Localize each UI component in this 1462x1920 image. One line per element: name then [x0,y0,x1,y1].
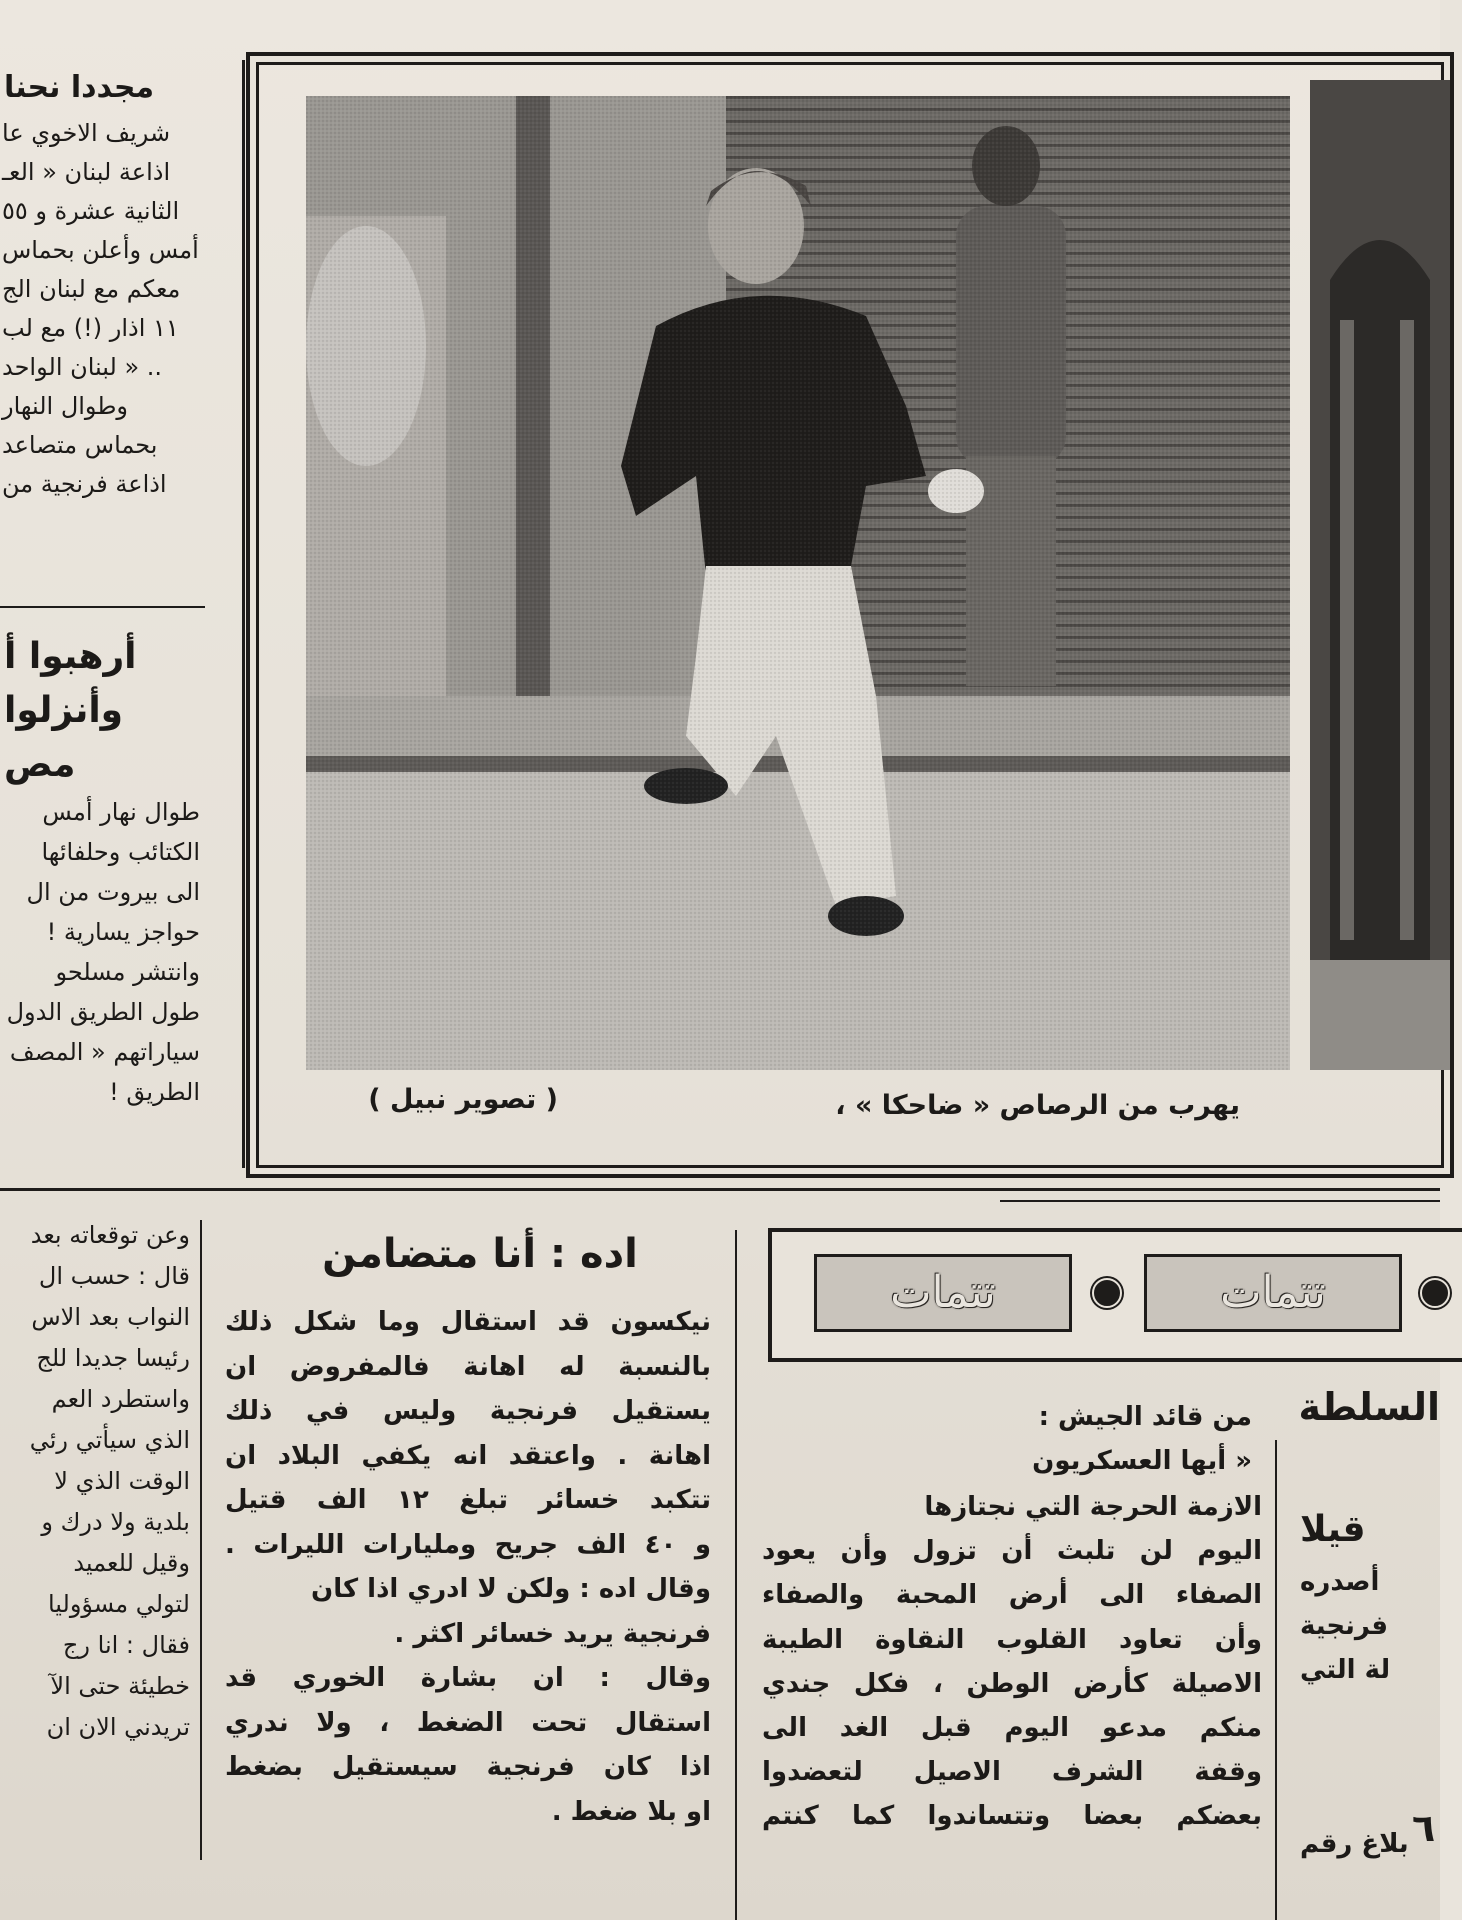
left-line: الوقت الذي لا [54,1467,190,1495]
left-divider-1 [0,606,205,608]
far-right-number: ٦ [1412,1806,1436,1850]
side-photo [1310,80,1450,1070]
left-line: معكم مع لبنان الج [2,275,181,303]
left-line: اذاعة لبنان « العـ [2,158,171,186]
article-line: و ٤٠ الف جريح ومليارات الليرات . [225,1529,711,1560]
far-right-line: فرنجية [1300,1611,1389,1641]
article-line: الازمة الحرجة التي نجتازها [924,1492,1262,1522]
article-line: اذا كان فرنجية سيستقيل بضغط [225,1752,711,1782]
left-line: أمس وأعلن بحماس [2,236,199,264]
left-line: واستطرد العم [51,1385,190,1413]
banner-label-1: تتمات [814,1254,1072,1332]
far-right-line: أصدره [1300,1567,1380,1597]
banner-label-2: تتمات [1144,1254,1402,1332]
left-line: سياراتهم « المصف [9,1038,200,1066]
left-line: الى بيروت من ال [26,878,200,906]
article-line: يستقيل فرنجية وليس في ذلك [225,1396,711,1426]
army-chief-intro [762,1395,1252,1495]
article-body-edde [225,1300,711,1900]
article-line: وقفة الشرف الاصيل لتعضدوا [762,1757,1262,1788]
left-line: وعن توقعاته بعد [30,1221,190,1249]
left-headline-mid-1: أرهبوا أ [4,636,137,677]
left-line: اذاعة فرنجية من [2,470,167,498]
left-line: خطيئة حتى الآ [50,1672,190,1700]
article-line: وقال اده : ولكن لا ادري اذا كان [311,1574,711,1604]
left-line: حواجز يسارية ! [46,918,200,946]
left-line: بلدية ولا درك و [41,1508,190,1536]
intro-line: « أيها العسكريون [1032,1446,1252,1476]
left-column-rule [242,60,245,1168]
photo-running-man-illustration [306,96,1290,1070]
far-right-article [1300,1500,1440,1920]
left-headline-top: مجددا نحنا [4,70,155,105]
banner-dot [1092,1278,1122,1308]
left-line: وانتشر مسلحو [55,958,200,986]
left-line: وقيل للعميد [73,1549,190,1577]
right-column-rule [1275,1440,1277,1920]
left-headline-mid-2: وأنزلوا مص [4,690,124,785]
article-line: استقال تحت الضغط ، ولا ندري [225,1707,711,1738]
article-line: وأن تعاود القلوب النقاوة الطيبة [762,1624,1262,1655]
article-line: تتكبد خسائر تبلغ ١٢ الف قتيل [225,1485,711,1515]
left-line: طول الطريق الدول [6,998,200,1026]
left-line: النواب بعد الاس [31,1303,190,1331]
news-photo [306,96,1290,1070]
left-line: تريدني الان ان [46,1713,190,1741]
left-line: لبنان الواحد » .. [2,353,163,381]
photo-caption: يهرب من الرصاص « ضاحكا » ، [835,1090,1240,1121]
article-line: بعضكم بعضا وتتساندوا كما كنتم [762,1801,1262,1832]
left-line: الكتائب وحلفائها [41,838,200,866]
middle-right-rule [735,1230,737,1920]
left-line: لتولي مسؤوليا [47,1590,190,1618]
bottom-left-rule [200,1220,202,1860]
left-article-top [0,62,200,602]
left-line: رئيسا جديدا للج [36,1344,190,1372]
left-line: ١١ اذار (!) مع لب [2,314,179,342]
article-line: الصفاء الى أرض المحبة والصفاء [762,1580,1262,1611]
article-line: او بلا ضغط . [551,1796,711,1827]
left-article-bottom [0,1215,190,1741]
left-line: قال : حسب ال [38,1262,190,1290]
far-right-subhead: قيلا [1300,1509,1366,1550]
banner-dot [1420,1278,1450,1308]
left-line: بحماس متصاعد [2,431,158,459]
far-right-line: لة التي [1300,1655,1391,1685]
article-line: فرنجية يريد خسائر اكثر . [394,1618,711,1649]
continuations-banner [768,1228,1462,1362]
section-divider-right [1000,1200,1440,1202]
left-line: الذي سيأتي رئي [29,1426,190,1454]
article-line: الاصيلة كأرض الوطن ، فكل جندي [762,1668,1262,1699]
left-line: وطوال النهار [2,392,129,420]
left-line: الطريق ! [109,1078,200,1106]
article-title-edde: اده : أنا متضامن [322,1231,638,1277]
left-line: فقال : انا رج [62,1631,190,1659]
article-line: وقال : ان بشارة الخوري قد [225,1663,711,1693]
left-article-mid [0,630,200,1190]
article-line: بالنسبة له اهانة فالمفروض ان [225,1351,711,1382]
army-chief-body [762,1485,1262,1920]
intro-line: من قائد الجيش : [1038,1402,1252,1432]
article-line: اهانة . واعتقد انه يكفي البلاد ان [225,1440,711,1471]
far-right-line: بلاغ رقم [1300,1829,1409,1859]
left-line: شريف الاخوي عا [2,119,171,147]
article-line: منكم مدعو اليوم قبل الغد الى [762,1713,1262,1744]
side-photo-illustration [1310,80,1450,1070]
article-line: نيكسون قد استقال وما شكل ذلك [225,1307,711,1337]
left-line: طوال نهار أمس [42,798,200,826]
photo-credit: ( تصوير نبيل ) [368,1084,558,1115]
section-divider [0,1188,1440,1191]
left-line: الثانية عشرة و ٥٥ [2,197,180,225]
article-line: اليوم لن تلبث أن تزول وأن يعود [762,1536,1262,1567]
article-title-authority: السلطة [1298,1385,1440,1429]
